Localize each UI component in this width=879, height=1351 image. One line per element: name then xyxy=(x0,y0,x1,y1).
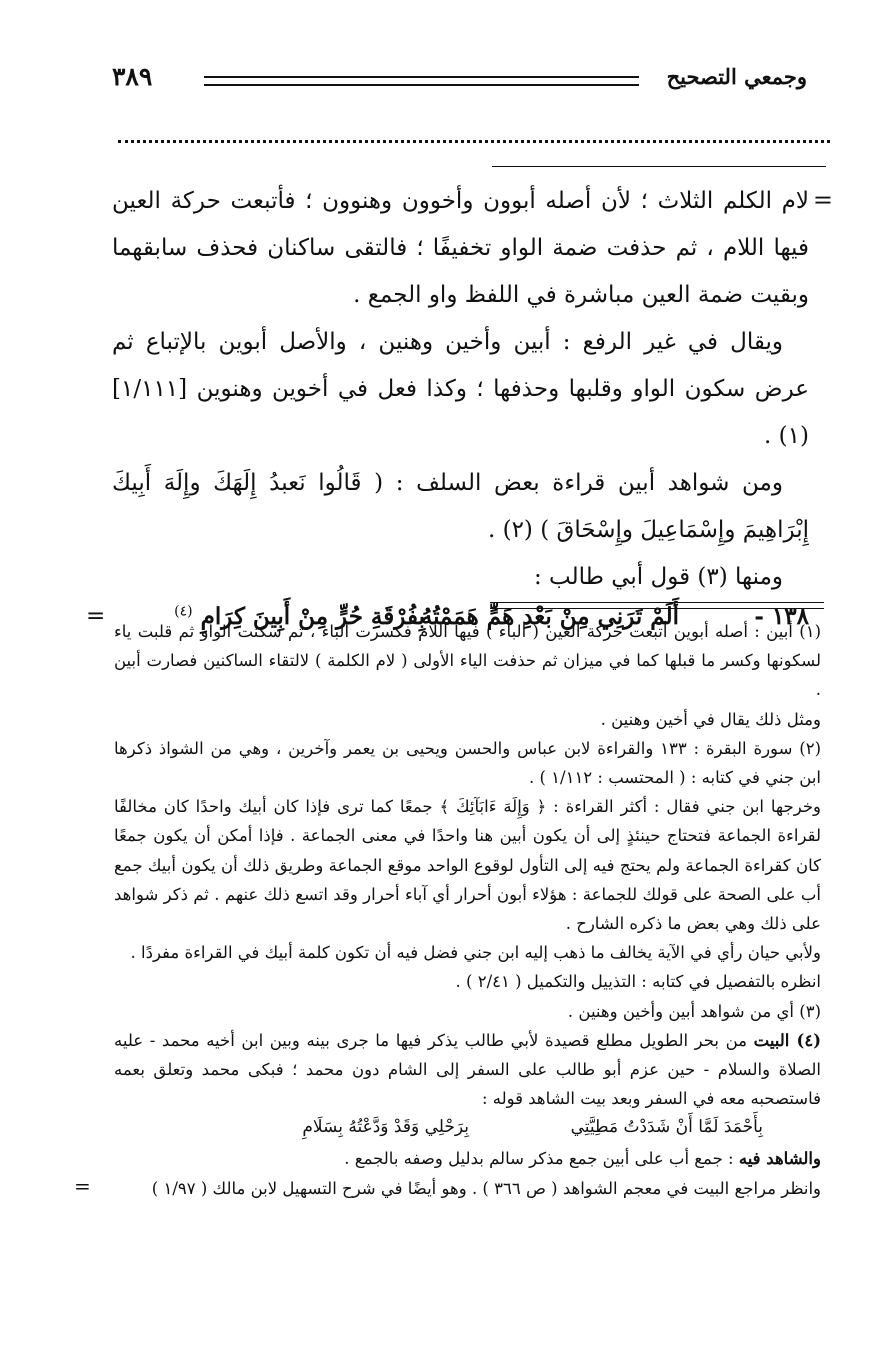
footnote-paragraph xyxy=(74,1173,821,1203)
shahid-label: والشاهد فيه xyxy=(738,1149,821,1169)
page-header xyxy=(112,62,807,98)
footnote-paragraph: ومثل ذلك يقال في أخين وهنين . xyxy=(600,709,821,729)
main-paragraph: ومنها (٣) قول أبي طالب : xyxy=(533,564,783,590)
verse-number: ١٣٨ - xyxy=(754,603,809,630)
main-paragraph: ومن شواهد أبين قراءة بعض السلف : ( قَالُوا نَعبدُ إِلَهَكَ وإِلَهَ أَبِيكَ إِبْرَاهِيمَ وإِسْمَاعِيلَ وإِسْحَاقَ ) (٢) . xyxy=(112,470,809,543)
footnote-paragraph: وخرجها ابن جني فقال : أكثر القراءة : ﴿ وَإِلَهَ ءَابَآئِكَ ﴾ جمعًا كما ترى فإذا كان أبيك واحدًا كان مخالفًا لقراءة الجماعة فتحتاج حينئذٍ إلى أن يكون أبين هنا واحدًا في معنى الجماعة . فإذا أمكن أن يكون جمعًا كان كقراءة الجماعة ولم يحتج فيه إلى التأول لوقوع الواحد موقع الجماعة وطريق ذلك أن يكون أبيك جمع أب على الصحة على قولك للجماعة : هؤلاء أبون أحرار أي آباء أحرار وقد اتسع ذلك عنهم . ثم ذكر شواهد على ذلك وهي بعض ما ذكره الشارح . xyxy=(114,797,821,934)
footnotes xyxy=(74,617,822,1203)
section-rule xyxy=(492,166,826,167)
main-text xyxy=(86,178,833,651)
footnote-label: (٤) البيت xyxy=(753,1030,821,1050)
footnote-paragraph: (٢) سورة البقرة : ١٣٣ والقراءة لابن عباس والحسن ويحيى بن يعمر وآخرين ، وهي من الشواذ ذكرها ابن جني في كتابه : ( المحتسب : ١/١١٢ ) . xyxy=(114,738,821,788)
footnote-reference: (٤) xyxy=(174,603,193,620)
dotted-separator xyxy=(118,140,830,145)
footnote-text: من بحر الطويل مطلع قصيدة لأبي طالب يذكر فيها ما جرى بينه وبين ابن أخيه محمد - عليه الصلاة والسلام - حين عزم أبو طالب على السفر إلى الشام دون محمد ؛ فبكى محمد وتعلق بعمه فاستصحبه معه في السفر وبعد بيت الشاهد قوله : xyxy=(114,1030,821,1109)
verse-first-hemistich: أَلَمْ تَرَنِي مِنْ بَعْدِ هَمٍّ هَمَمْتُهُ xyxy=(420,603,679,630)
main-paragraph: ويقال في غير الرفع : أبين وأخين وهنين ، والأصل أبوين بالإتباع ثم عرض سكون الواو وقلبها وحذفها ؛ وكذا فعل في أخوين وهنوين [١/١١١] (١) . xyxy=(112,329,809,449)
footnote-verse xyxy=(114,1113,821,1144)
page-number: ٣٨٩ xyxy=(112,62,153,91)
footnote-paragraph: ولأبي حيان رأي في الآية يخالف ما ذهب إليه ابن جني فضل فيه أن تكون كلمة أبيك في القراءة مفردًا . xyxy=(130,943,821,963)
header-rule xyxy=(204,76,639,86)
main-paragraph: لام الكلم الثلاث ؛ لأن أصله أبوون وأخوون وهنوون ؛ فأتبعت حركة العين فيها اللام ، ثم حذفت ضمة الواو تخفيفًا ؛ فالتقى ساكنان فحذف سابقهما وبقيت ضمة العين مباشرة في اللفظ واو الجمع . xyxy=(112,188,809,308)
continuation-mark: = xyxy=(812,186,833,214)
footnote-verse-first: بِأَحْمَدَ لَمَّا أَنْ شَدَدْتُ مَطِيَّتِي xyxy=(570,1117,763,1138)
footnote-paragraph xyxy=(114,1144,821,1173)
shahid-text: : جمع أب على أبين جمع مذكر سالم بدليل وصفه بالجمع . xyxy=(344,1149,734,1169)
footnote-paragraph: (٣) أي من شواهد أبين وأخين وهنين . xyxy=(567,1001,821,1021)
footnote-verse-second: بِرَحْلِي وَقَدْ وَدَّعْتُهُ بِسَلَامِ xyxy=(302,1117,469,1138)
footnote-text: وانظر مراجع البيت في معجم الشواهد ( ص ٣٦٦ ) . وهو أيضًا في شرح التسهيل لابن مالك ( ١/٩٧ ) xyxy=(151,1178,821,1198)
running-title: وجمعي التصحيح xyxy=(666,64,807,89)
footnote-rule xyxy=(490,602,824,609)
continuation-mark: = xyxy=(86,603,106,629)
footnote-paragraph: (١) أبين : أصله أبوين أتبعت حركة العين ( الباء ) فيها اللام فكسرت الباء ، ثم سكنت الواو ثم قلبت ياء لسكونها وكسر ما قبلها كما في ميزان ثم حذفت الياء الأولى ( لام الكلمة ) لالتقاء الساكنين فصارت أبين . xyxy=(114,622,822,700)
footnote-paragraph: انظره بالتفصيل في كتابه : التذييل والتكميل ( ٢/٤١ ) . xyxy=(455,972,821,992)
verse-second-text: بِفُرْقَةِ حُرٍّ مِنْ أَبِينَ كِرَامِ xyxy=(200,603,425,630)
continuation-mark: = xyxy=(74,1173,91,1198)
footnote-paragraph xyxy=(114,1026,821,1114)
